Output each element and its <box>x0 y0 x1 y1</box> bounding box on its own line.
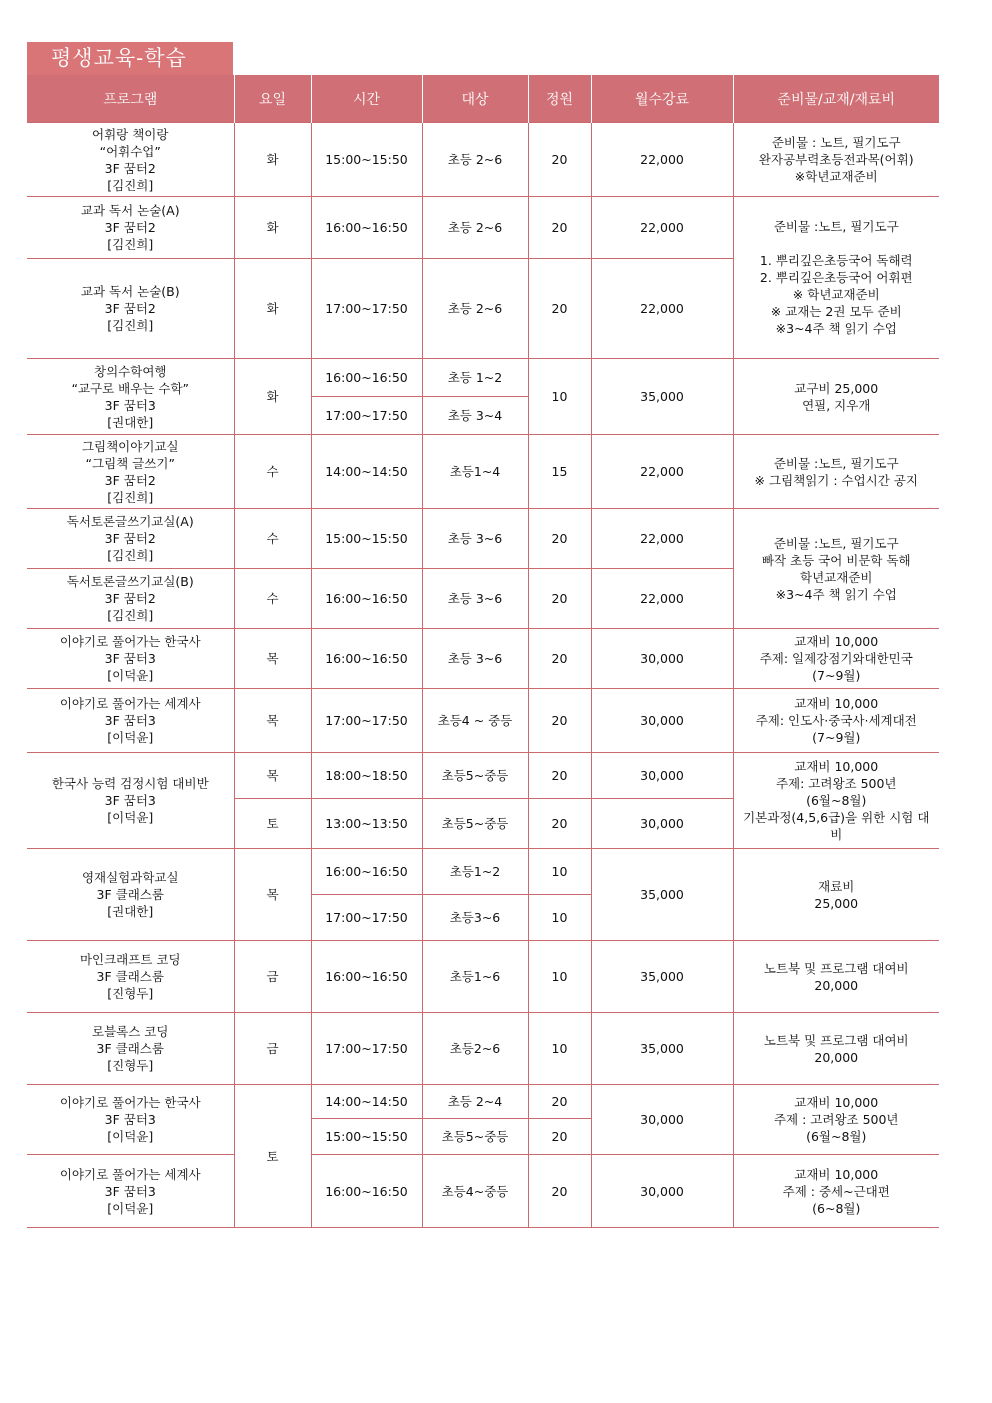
fee-cell: 35,000 <box>591 1013 733 1085</box>
day-cell: 목 <box>234 849 311 941</box>
time-cell: 16:00~16:50 <box>311 569 422 629</box>
column-header-time: 시간 <box>311 75 422 123</box>
fee-cell: 22,000 <box>591 197 733 259</box>
time-cell: 16:00~16:50 <box>311 629 422 689</box>
materials-cell: 교구비 25,000 연필, 지우개 <box>733 359 939 435</box>
target-cell: 초등1~4 <box>422 435 528 509</box>
target-cell: 초등5~중등 <box>422 753 528 799</box>
target-cell: 초등 2~6 <box>422 123 528 197</box>
fee-cell: 30,000 <box>591 629 733 689</box>
time-cell: 16:00~16:50 <box>311 941 422 1013</box>
fee-cell: 30,000 <box>591 1085 733 1155</box>
table-row <box>27 1155 939 1228</box>
capacity-cell: 20 <box>528 629 591 689</box>
column-header-program: 프로그램 <box>27 75 234 123</box>
day-cell: 수 <box>234 509 311 569</box>
target-cell: 초등 2~4 <box>422 1085 528 1119</box>
time-cell: 17:00~17:50 <box>311 689 422 753</box>
materials-cell: 준비물 :노트, 필기도구 1. 뿌리깊은초등국어 독해력 2. 뿌리깊은초등국어 어휘편 ※ 학년교재준비 ※ 교재는 2권 모두 준비 ※3~4주 책 읽기 수업 <box>733 197 939 359</box>
day-cell: 목 <box>234 629 311 689</box>
target-cell: 초등4 ~ 중등 <box>422 689 528 753</box>
capacity-cell: 20 <box>528 799 591 849</box>
materials-cell: 준비물 : 노트, 필기도구 완자공부력초등전과목(어휘) ※학년교재준비 <box>733 123 939 197</box>
program-cell: 어휘랑 책이랑 “어휘수업” 3F 꿈터2 [김진희] <box>27 123 234 197</box>
table-row <box>27 123 939 197</box>
time-cell: 15:00~15:50 <box>311 1119 422 1155</box>
materials-cell: 노트북 및 프로그램 대여비 20,000 <box>733 1013 939 1085</box>
capacity-cell: 10 <box>528 941 591 1013</box>
time-cell: 14:00~14:50 <box>311 435 422 509</box>
materials-cell: 준비물 :노트, 필기도구 ※ 그림책읽기 : 수업시간 공지 <box>733 435 939 509</box>
target-cell: 초등 2~6 <box>422 259 528 359</box>
table-row <box>27 941 939 1013</box>
program-cell: 마인크래프트 코딩 3F 클래스룸 [진형두] <box>27 941 234 1013</box>
materials-cell: 준비물 :노트, 필기도구 빠작 초등 국어 비문학 독해 학년교재준비 ※3~4주 책 읽기 수업 <box>733 509 939 629</box>
fee-cell: 22,000 <box>591 509 733 569</box>
table-header-row <box>27 75 939 123</box>
program-cell: 이야기로 풀어가는 한국사 3F 꿈터3 [이덕윤] <box>27 1085 234 1155</box>
capacity-cell: 10 <box>528 1013 591 1085</box>
target-cell: 초등 1~2 <box>422 359 528 397</box>
capacity-cell: 15 <box>528 435 591 509</box>
fee-cell: 22,000 <box>591 435 733 509</box>
target-cell: 초등5~중등 <box>422 1119 528 1155</box>
target-cell: 초등4~중등 <box>422 1155 528 1228</box>
table-row <box>27 1013 939 1085</box>
capacity-cell: 10 <box>528 849 591 895</box>
target-cell: 초등1~2 <box>422 849 528 895</box>
capacity-cell: 20 <box>528 569 591 629</box>
time-cell: 16:00~16:50 <box>311 1155 422 1228</box>
fee-cell: 22,000 <box>591 569 733 629</box>
target-cell: 초등2~6 <box>422 1013 528 1085</box>
program-cell: 독서토론글쓰기교실(B) 3F 꿈터2 [김진희] <box>27 569 234 629</box>
program-cell: 한국사 능력 검정시험 대비반 3F 꿈터3 [이덕윤] <box>27 753 234 849</box>
day-cell: 목 <box>234 753 311 799</box>
time-cell: 15:00~15:50 <box>311 509 422 569</box>
day-cell: 화 <box>234 259 311 359</box>
page-title: 평생교육-학습 <box>27 42 233 75</box>
program-cell: 창의수학여행 “교구로 배우는 수학” 3F 꿈터3 [권대한] <box>27 359 234 435</box>
time-cell: 14:00~14:50 <box>311 1085 422 1119</box>
table-row <box>27 753 939 799</box>
table-row <box>27 1085 939 1119</box>
day-cell: 토 <box>234 799 311 849</box>
time-cell: 17:00~17:50 <box>311 397 422 435</box>
capacity-cell: 20 <box>528 509 591 569</box>
capacity-cell: 20 <box>528 123 591 197</box>
capacity-cell: 20 <box>528 1155 591 1228</box>
materials-cell: 교재비 10,000 주제: 인도사·중국사·세계대전 (7~9월) <box>733 689 939 753</box>
program-cell: 영재실험과학교실 3F 클래스룸 [권대한] <box>27 849 234 941</box>
time-cell: 16:00~16:50 <box>311 197 422 259</box>
time-cell: 13:00~13:50 <box>311 799 422 849</box>
capacity-cell: 20 <box>528 1085 591 1119</box>
fee-cell: 22,000 <box>591 259 733 359</box>
column-header-target: 대상 <box>422 75 528 123</box>
table-row <box>27 689 939 753</box>
program-cell: 독서토론글쓰기교실(A) 3F 꿈터2 [김진희] <box>27 509 234 569</box>
day-cell: 금 <box>234 941 311 1013</box>
day-cell: 금 <box>234 1013 311 1085</box>
program-cell: 이야기로 풀어가는 한국사 3F 꿈터3 [이덕윤] <box>27 629 234 689</box>
fee-cell: 30,000 <box>591 1155 733 1228</box>
program-cell: 그림책이야기교실 “그림책 글쓰기” 3F 꿈터2 [김진희] <box>27 435 234 509</box>
capacity-cell: 20 <box>528 689 591 753</box>
time-cell: 15:00~15:50 <box>311 123 422 197</box>
materials-cell: 교재비 10,000 주제 : 고려왕조 500년 (6월~8월) <box>733 1085 939 1155</box>
table-row <box>27 197 939 259</box>
program-cell: 이야기로 풀어가는 세계사 3F 꿈터3 [이덕윤] <box>27 1155 234 1228</box>
capacity-cell: 20 <box>528 753 591 799</box>
program-cell: 교과 독서 논술(A) 3F 꿈터2 [김진희] <box>27 197 234 259</box>
column-header-materials: 준비물/교재/재료비 <box>733 75 939 123</box>
table-row <box>27 849 939 895</box>
target-cell: 초등 3~6 <box>422 509 528 569</box>
day-cell: 화 <box>234 123 311 197</box>
time-cell: 17:00~17:50 <box>311 895 422 941</box>
fee-cell: 35,000 <box>591 849 733 941</box>
time-cell: 18:00~18:50 <box>311 753 422 799</box>
day-cell: 화 <box>234 197 311 259</box>
time-cell: 17:00~17:50 <box>311 259 422 359</box>
program-cell: 이야기로 풀어가는 세계사 3F 꿈터3 [이덕윤] <box>27 689 234 753</box>
program-cell: 교과 독서 논술(B) 3F 꿈터2 [김진희] <box>27 259 234 359</box>
column-header-capacity: 정원 <box>528 75 591 123</box>
target-cell: 초등1~6 <box>422 941 528 1013</box>
materials-cell: 재료비 25,000 <box>733 849 939 941</box>
capacity-cell: 10 <box>528 895 591 941</box>
day-cell: 수 <box>234 435 311 509</box>
time-cell: 16:00~16:50 <box>311 359 422 397</box>
fee-cell: 35,000 <box>591 941 733 1013</box>
column-header-day: 요일 <box>234 75 311 123</box>
target-cell: 초등 3~4 <box>422 397 528 435</box>
target-cell: 초등 3~6 <box>422 569 528 629</box>
fee-cell: 30,000 <box>591 799 733 849</box>
day-cell: 목 <box>234 689 311 753</box>
time-cell: 16:00~16:50 <box>311 849 422 895</box>
program-cell: 로블록스 코딩 3F 클래스룸 [진형두] <box>27 1013 234 1085</box>
target-cell: 초등3~6 <box>422 895 528 941</box>
day-cell: 화 <box>234 359 311 435</box>
target-cell: 초등 3~6 <box>422 629 528 689</box>
materials-cell: 노트북 및 프로그램 대여비 20,000 <box>733 941 939 1013</box>
materials-cell: 교재비 10,000 주제: 고려왕조 500년 (6월~8월) 기본과정(4,5,6급)을 위한 시험 대비 <box>733 753 939 849</box>
time-cell: 17:00~17:50 <box>311 1013 422 1085</box>
materials-cell: 교재비 10,000 주제: 일제강점기와대한민국 (7~9월) <box>733 629 939 689</box>
table-row <box>27 629 939 689</box>
fee-cell: 22,000 <box>591 123 733 197</box>
fee-cell: 30,000 <box>591 689 733 753</box>
target-cell: 초등5~중등 <box>422 799 528 849</box>
capacity-cell: 20 <box>528 1119 591 1155</box>
column-header-fee: 월수강료 <box>591 75 733 123</box>
day-cell: 토 <box>234 1085 311 1228</box>
fee-cell: 30,000 <box>591 753 733 799</box>
capacity-cell: 10 <box>528 359 591 435</box>
table-row <box>27 435 939 509</box>
program-schedule-table <box>27 75 939 1228</box>
capacity-cell: 20 <box>528 259 591 359</box>
table-row <box>27 509 939 569</box>
materials-cell: 교재비 10,000 주제 : 중세~근대편 (6~8월) <box>733 1155 939 1228</box>
target-cell: 초등 2~6 <box>422 197 528 259</box>
table-row <box>27 359 939 397</box>
capacity-cell: 20 <box>528 197 591 259</box>
day-cell: 수 <box>234 569 311 629</box>
fee-cell: 35,000 <box>591 359 733 435</box>
